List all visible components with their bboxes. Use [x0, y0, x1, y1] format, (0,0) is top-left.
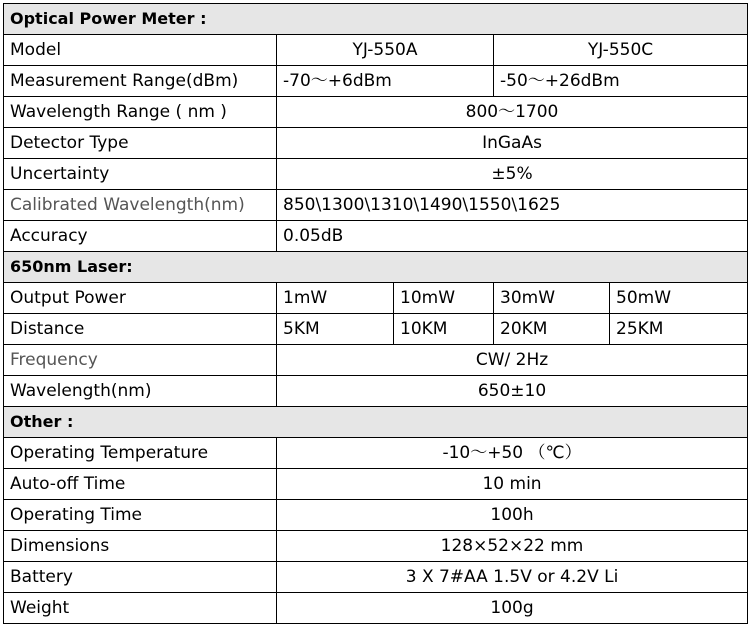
row-frequency — [4, 345, 748, 376]
wavelength-range-value: 800～1700 — [277, 97, 748, 128]
row-operating-time — [4, 500, 748, 531]
auto-off-time-value: 10 min — [277, 469, 748, 500]
row-battery — [4, 562, 748, 593]
row-uncertainty — [4, 159, 748, 190]
output-power-value: 10mW — [394, 283, 494, 314]
row-laser-wavelength — [4, 376, 748, 407]
uncertainty-value: ±5% — [277, 159, 748, 190]
measurement-range-label: Measurement Range(dBm) — [4, 66, 277, 97]
battery-label: Battery — [4, 562, 277, 593]
section-other — [4, 407, 748, 438]
distance-value: 10KM — [394, 314, 494, 345]
operating-time-label: Operating Time — [4, 500, 277, 531]
row-auto-off-time — [4, 469, 748, 500]
row-model — [4, 35, 748, 66]
section-650nm-laser — [4, 252, 748, 283]
section-title-other: Other : — [4, 407, 748, 438]
dimensions-value: 128×52×22 mm — [277, 531, 748, 562]
calibrated-wavelength-label: Calibrated Wavelength(nm) — [4, 190, 277, 221]
section-optical-power-meter — [4, 4, 748, 35]
dimensions-label: Dimensions — [4, 531, 277, 562]
uncertainty-label: Uncertainty — [4, 159, 277, 190]
calibrated-wavelength-value: 850\1300\1310\1490\1550\1625 — [277, 190, 748, 221]
row-distance — [4, 314, 748, 345]
row-measurement-range — [4, 66, 748, 97]
row-weight — [4, 593, 748, 624]
row-output-power — [4, 283, 748, 314]
section-title-optical-power-meter: Optical Power Meter : — [4, 4, 748, 35]
operating-temperature-value: -10～+50 （℃） — [277, 438, 748, 469]
model-a-value: YJ-550A — [277, 35, 494, 66]
distance-value: 20KM — [494, 314, 610, 345]
detector-type-value: InGaAs — [277, 128, 748, 159]
distance-value: 5KM — [277, 314, 394, 345]
laser-wavelength-label: Wavelength(nm) — [4, 376, 277, 407]
row-wavelength-range — [4, 97, 748, 128]
row-calibrated-wavelength — [4, 190, 748, 221]
output-power-value: 50mW — [610, 283, 748, 314]
row-accuracy — [4, 221, 748, 252]
frequency-value: CW/ 2Hz — [277, 345, 748, 376]
distance-value: 25KM — [610, 314, 748, 345]
measurement-range-c-value: -50～+26dBm — [494, 66, 748, 97]
measurement-range-a-value: -70～+6dBm — [277, 66, 494, 97]
section-title-650nm-laser: 650nm Laser: — [4, 252, 748, 283]
laser-wavelength-value: 650±10 — [277, 376, 748, 407]
model-label: Model — [4, 35, 277, 66]
output-power-label: Output Power — [4, 283, 277, 314]
spec-table — [3, 3, 748, 624]
battery-value: 3 X 7#AA 1.5V or 4.2V Li — [277, 562, 748, 593]
distance-label: Distance — [4, 314, 277, 345]
output-power-value: 1mW — [277, 283, 394, 314]
weight-label: Weight — [4, 593, 277, 624]
accuracy-value: 0.05dB — [277, 221, 748, 252]
row-dimensions — [4, 531, 748, 562]
operating-temperature-label: Operating Temperature — [4, 438, 277, 469]
output-power-value: 30mW — [494, 283, 610, 314]
model-c-value: YJ-550C — [494, 35, 748, 66]
frequency-label: Frequency — [4, 345, 277, 376]
operating-time-value: 100h — [277, 500, 748, 531]
row-detector-type — [4, 128, 748, 159]
row-operating-temperature — [4, 438, 748, 469]
detector-type-label: Detector Type — [4, 128, 277, 159]
accuracy-label: Accuracy — [4, 221, 277, 252]
wavelength-range-label: Wavelength Range ( nm ) — [4, 97, 277, 128]
auto-off-time-label: Auto-off Time — [4, 469, 277, 500]
weight-value: 100g — [277, 593, 748, 624]
